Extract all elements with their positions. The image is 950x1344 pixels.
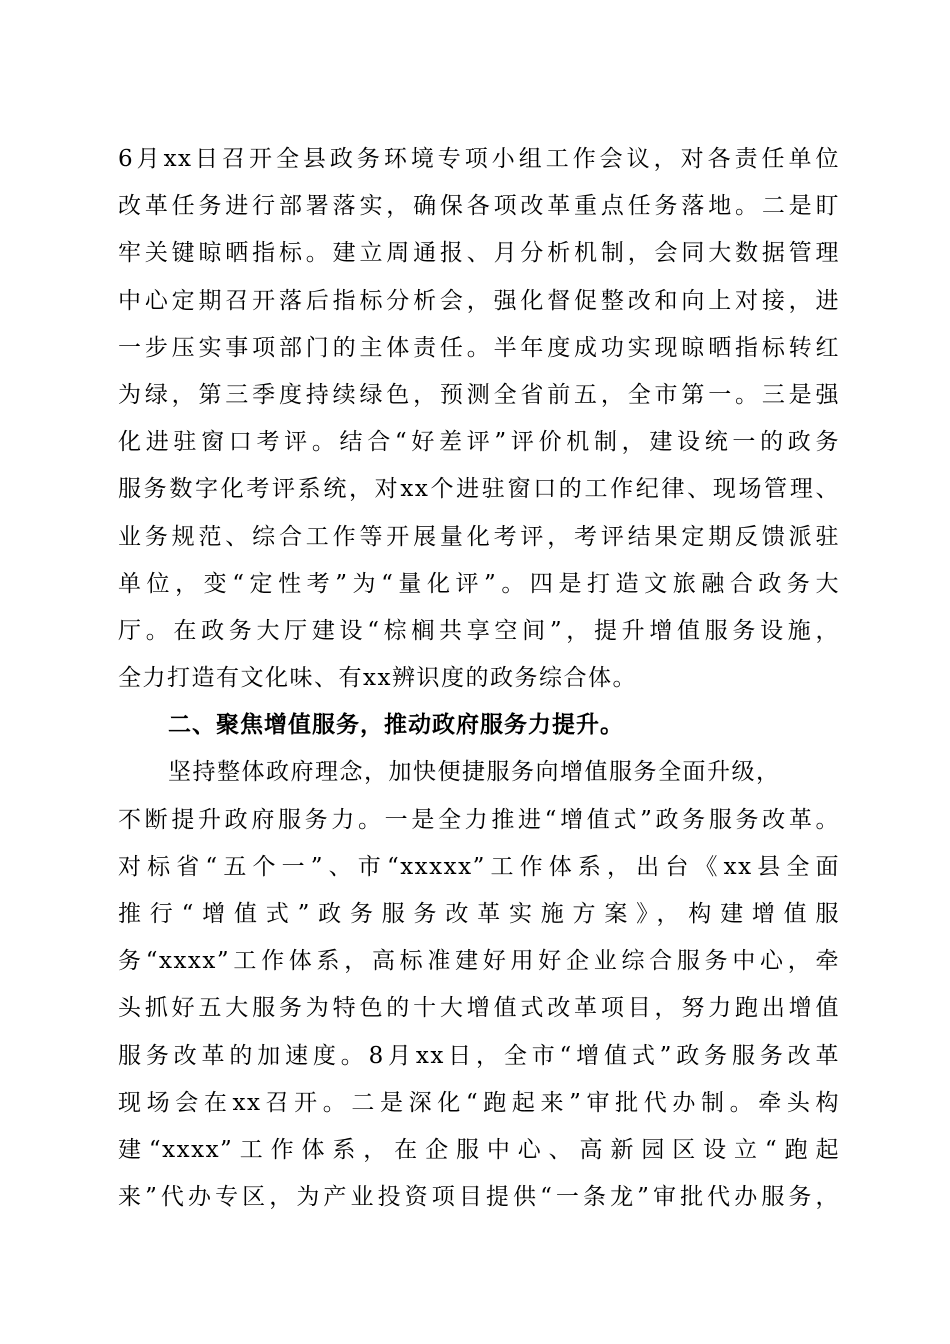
paragraph-line: 来”代办专区，为产业投资项目提供“一条龙”审批代办服务， bbox=[118, 1184, 840, 1211]
paragraph-line: 建“xxxx”工作体系，在企服中心、高新园区设立“跑起 bbox=[118, 1136, 840, 1163]
paragraph-line: 化进驻窗口考评。结合“好差评”评价机制，建设统一的政务 bbox=[118, 429, 840, 456]
paragraph-line: 全力打造有文化味、有xx辨识度的政务综合体。 bbox=[118, 665, 637, 692]
paragraph-line: 厅。在政务大厅建设“棕榈共享空间”，提升增值服务设施， bbox=[118, 617, 840, 644]
paragraph-line: 中心定期召开落后指标分析会，强化督促整改和向上对接，进 bbox=[118, 287, 840, 314]
paragraph-line: 不断提升政府服务力。一是全力推进“增值式”政务服务改革。 bbox=[118, 806, 840, 833]
paragraph-line: 服务数字化考评系统，对xx个进驻窗口的工作纪律、现场管理、 bbox=[118, 476, 840, 503]
paragraph-line: 牢关键晾晒指标。建立周通报、月分析机制，会同大数据管理 bbox=[118, 240, 840, 267]
section-heading: 二、聚焦增值服务，推动政府服务力提升。 bbox=[168, 712, 624, 739]
paragraph-line: 业务规范、综合工作等开展量化考评，考评结果定期反馈派驻 bbox=[118, 523, 840, 550]
paragraph-line: 对标省“五个一”、市“xxxxx”工作体系，出台《xx县全面 bbox=[118, 853, 840, 880]
paragraph-line: 现场会在xx召开。二是深化“跑起来”审批代办制。牵头构 bbox=[118, 1089, 840, 1116]
paragraph-line: 坚持整体政府理念，加快便捷服务向增值服务全面升级， bbox=[168, 759, 781, 786]
paragraph-line: 服务改革的加速度。8月xx日，全市“增值式”政务服务改革 bbox=[118, 1042, 840, 1069]
paragraph-line: 头抓好五大服务为特色的十大增值式改革项目，努力跑出增值 bbox=[118, 995, 840, 1022]
paragraph-line: 单位，变“定性考”为“量化评”。四是打造文旅融合政务大 bbox=[118, 570, 840, 597]
paragraph-line: 务“xxxx”工作体系，高标准建好用好企业综合服务中心，牵 bbox=[118, 948, 840, 975]
paragraph-line: 一步压实事项部门的主体责任。半年度成功实现晾晒指标转红 bbox=[118, 334, 840, 361]
paragraph-line: 6月xx日召开全县政务环境专项小组工作会议，对各责任单位 bbox=[118, 146, 840, 172]
paragraph-line: 推行“增值式”政务服务改革实施方案》，构建增值服 bbox=[118, 901, 840, 927]
paragraph-line: 为绿，第三季度持续绿色，预测全省前五，全市第一。三是强 bbox=[118, 381, 840, 408]
paragraph-line: 改革任务进行部署落实，确保各项改革重点任务落地。二是盯 bbox=[118, 193, 840, 220]
document-body bbox=[118, 136, 840, 1221]
